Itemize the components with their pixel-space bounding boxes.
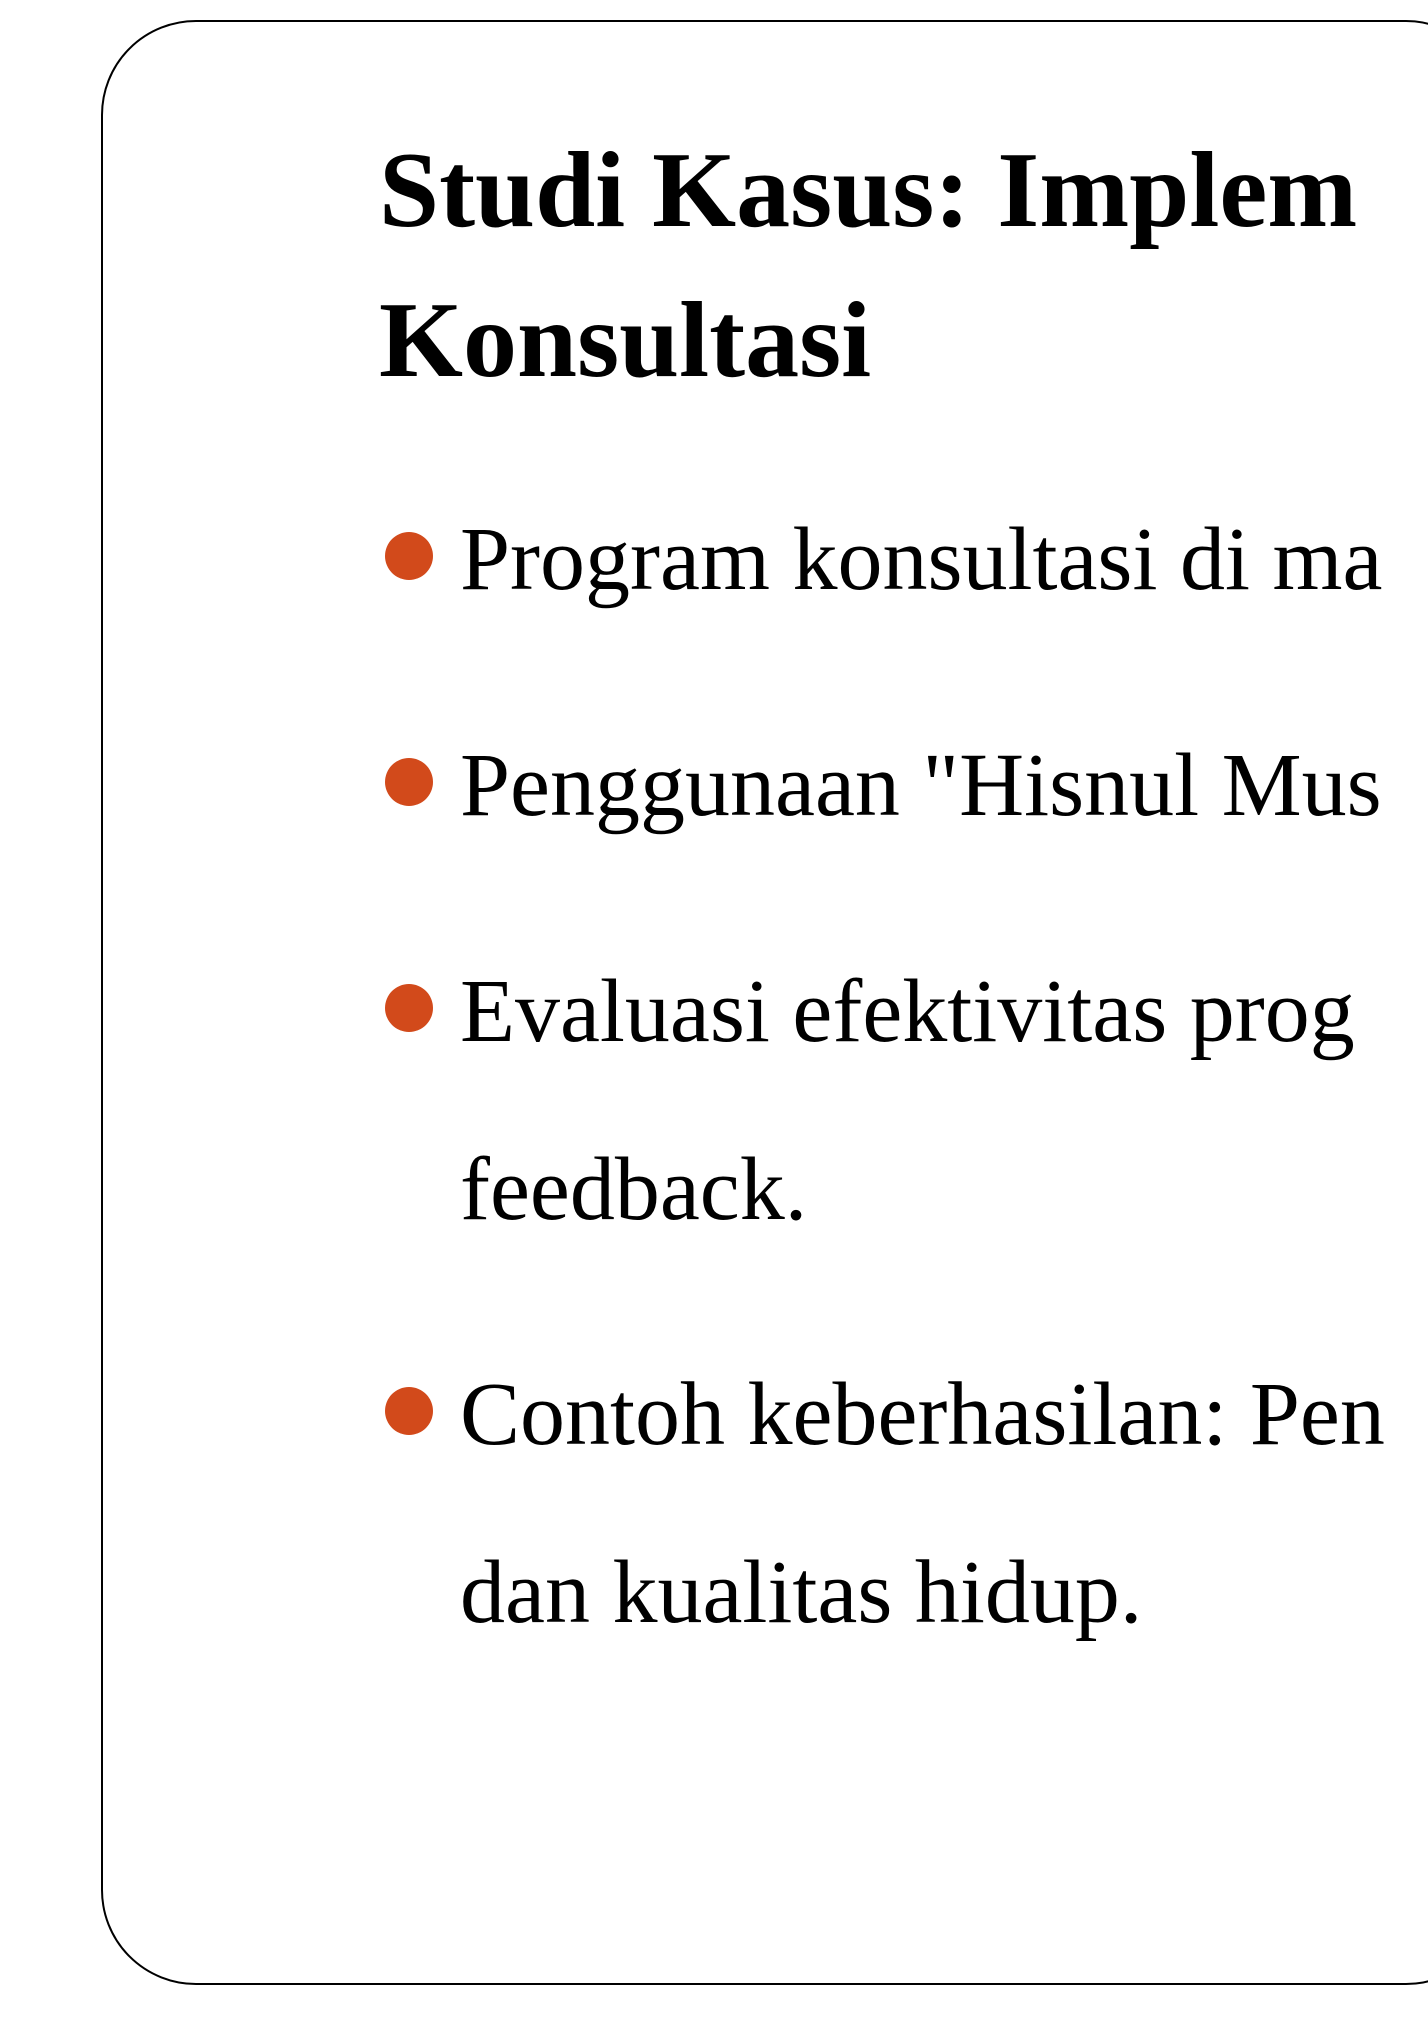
title-line: Konsultasi	[379, 281, 872, 400]
bullet-text-line: dan kualitas hidup.	[460, 1543, 1143, 1642]
title-line: Studi Kasus: Implem	[379, 131, 1358, 250]
bullet-dot	[385, 984, 433, 1032]
slide-title	[379, 116, 1357, 416]
bullet-dot	[385, 532, 433, 580]
bullet-text-line: Evaluasi efektivitas prog	[460, 962, 1355, 1061]
bullet-text-line: Penggunaan "Hisnul Mus	[460, 736, 1382, 835]
bullet-text-line: Contoh keberhasilan: Pen	[460, 1365, 1385, 1464]
bullet-dot	[385, 758, 433, 806]
bullet-dot	[385, 1387, 433, 1435]
bullet-text-line: feedback.	[460, 1140, 808, 1239]
bullet-text-line: Program konsultasi di ma	[460, 510, 1383, 609]
